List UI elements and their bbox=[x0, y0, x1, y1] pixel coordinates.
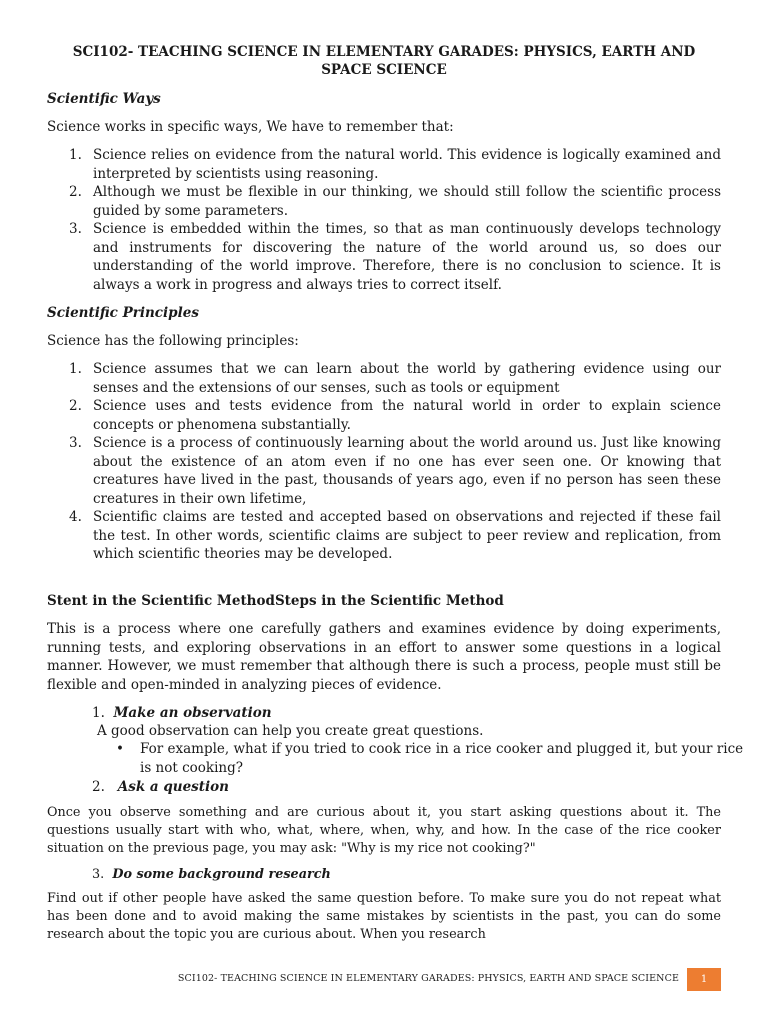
list-item: 1. Science relies on evidence from the natural world. This evidence is logically examined and interpreted by scientists using reasoning. bbox=[69, 147, 721, 182]
list-item: 4. Scientific claims are tested and accepted based on observations and rejected if these fail the test. In other words, scientific claims are subject to peer review and replication, from which scientific theories may be developed. bbox=[69, 509, 721, 562]
step-3-text: Find out if other people have asked the same question before. To make sure you do not repeat what has been done and to avoid making the same mistakes by scientists in the past, you can do some research about the topic you are curious about. When you research bbox=[47, 891, 721, 942]
list-item: 1. Science assumes that we can learn about the world by gathering evidence using our senses and the extensions of our senses, such as tools or equipment bbox=[69, 361, 721, 396]
list-item: 2. Science uses and tests evidence from the natural world in order to explain science concepts or phenomena substantially. bbox=[69, 398, 721, 433]
step-2-text: Once you observe something and are curious about it, you start asking questions about it. The questions usually start with who, what, where, when, why, and how. In the case of the rice cooker situation on the previous page, you may ask: "Why is my rice not cooking?" bbox=[47, 805, 721, 856]
step-1-heading: 1. Make an observation bbox=[92, 705, 272, 721]
scientific-ways-list bbox=[47, 146, 721, 294]
scientific-principles-list bbox=[47, 360, 721, 564]
step-3-heading: 3. Do some background research bbox=[92, 867, 331, 882]
scientific-ways-intro: Science works in specific ways, We have to remember that: bbox=[47, 119, 454, 135]
step-2-heading: 2. Ask a question bbox=[92, 779, 229, 795]
section-heading-scientific-principles: Scientific Principles bbox=[47, 305, 199, 321]
page-footer bbox=[0, 968, 768, 992]
section-heading-scientific-method: Stent in the Scientific MethodSteps in the Scientific Method bbox=[47, 593, 504, 609]
list-item: 2. Although we must be flexible in our thinking, we should still follow the scientific process guided by some parameters. bbox=[69, 184, 721, 219]
scientific-method-intro: This is a process where one carefully gathers and examines evidence by doing experiments, running tests, and exploring observations in an effort to answer some questions in a logical manner. However, we must remember that although there is such a process, people must still be flexible and open-minded in analyzing pieces of evidence. bbox=[47, 621, 721, 693]
list-item: 3. Science is embedded within the times, so that as man continuously develops technology and instruments for discovering the nature of the world around us, so does our understanding of the world improve. Therefore, there is no conclusion to science. It is always a work in progress and always tries to correct itself. bbox=[69, 221, 721, 293]
page-number-badge: 1 bbox=[687, 968, 721, 991]
scientific-principles-intro: Science has the following principles: bbox=[47, 333, 299, 349]
step-1-bullet: • For example, what if you tried to cook rice in a rice cooker and plugged it, but your rice is not cooking? bbox=[116, 741, 744, 776]
list-item: 3. Science is a process of continuously learning about the world around us. Just like knowing about the existence of an atom even if no one has ever seen one. Or knowing that creatures have lived in the past, thousands of years ago, even if no person has seen these creatures in their own lifetime, bbox=[69, 435, 721, 507]
section-heading-scientific-ways: Scientific Ways bbox=[47, 91, 161, 107]
step-1-text: A good observation can help you create great questions. bbox=[97, 723, 484, 739]
page-title: SCI102- TEACHING SCIENCE IN ELEMENTARY GARADES: PHYSICS, EARTH AND SPACE SCIENCE bbox=[72, 44, 696, 78]
bullet-icon: • bbox=[116, 741, 124, 757]
footer-title: SCI102- TEACHING SCIENCE IN ELEMENTARY GARADES: PHYSICS, EARTH AND SPACE SCIENCE bbox=[177, 973, 679, 984]
